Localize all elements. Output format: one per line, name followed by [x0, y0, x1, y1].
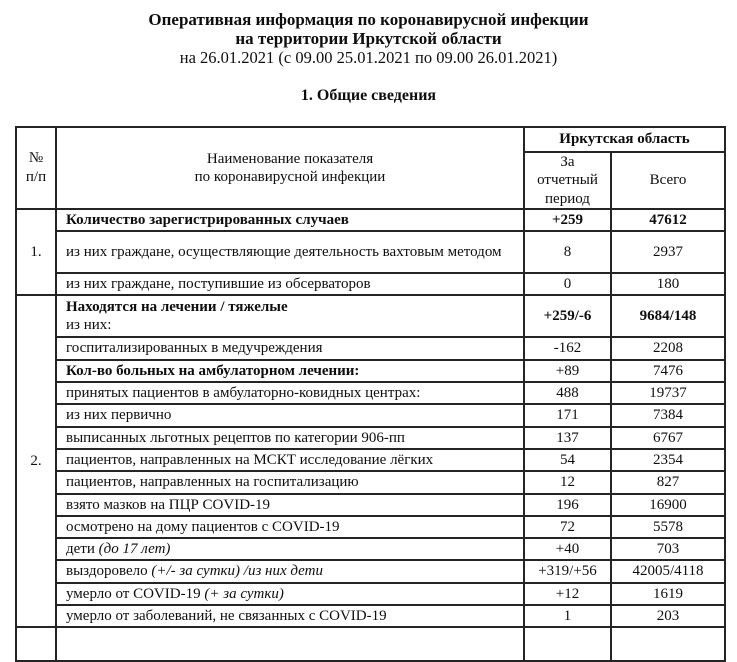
period-value: 12: [524, 471, 611, 493]
period-value: 1: [524, 605, 611, 627]
row-label: осмотрено на дому пациентов с COVID-19: [66, 518, 340, 535]
title-line-1: Оперативная информация по коронавирусной инфекции: [148, 10, 589, 29]
covid-stats-table: [15, 126, 726, 662]
header-period: За отчетный период: [524, 152, 611, 209]
row-label: госпитализированных в медучреждения: [66, 340, 323, 357]
table-row: [16, 471, 725, 493]
table-row: [16, 273, 725, 295]
row-number: 1.: [16, 209, 56, 296]
row-label: пациентов, направленных на МСКТ исследование лёгких: [66, 451, 434, 468]
total-value: 6767: [611, 427, 725, 449]
table-row: [16, 337, 725, 359]
row-number: 2.: [16, 295, 56, 627]
row-label: принятых пациентов в амбулаторно-ковидных центрах:: [66, 385, 421, 402]
table-row: [16, 560, 725, 582]
table-row: [16, 427, 725, 449]
period-value: +40: [524, 538, 611, 560]
total-value: 703: [611, 538, 725, 560]
document-title: [0, 0, 737, 68]
period-value: 137: [524, 427, 611, 449]
total-value: 827: [611, 471, 725, 493]
partial-row: [16, 627, 725, 661]
total-value: 2208: [611, 337, 725, 359]
period-value: 171: [524, 404, 611, 426]
total-value: 7384: [611, 404, 725, 426]
row-label: умерло от заболеваний, не связанных с COVID-19: [66, 608, 387, 625]
total-value: 42005/4118: [611, 560, 725, 582]
period-value: 0: [524, 273, 611, 295]
total-value: 203: [611, 605, 725, 627]
header-region: Иркутская область: [524, 127, 725, 152]
total-value: 2354: [611, 449, 725, 471]
total-value: 16900: [611, 494, 725, 516]
period-value: +12: [524, 583, 611, 605]
row-label: Находятся на лечении / тяжелые: [66, 299, 288, 316]
total-value: 180: [611, 273, 725, 295]
total-value: 5578: [611, 516, 725, 538]
period-value: 72: [524, 516, 611, 538]
row-label: дети: [66, 541, 99, 558]
total-value: 1619: [611, 583, 725, 605]
row-label: умерло от COVID-19: [66, 585, 205, 602]
period-value: -162: [524, 337, 611, 359]
row-label: выписанных льготных рецептов по категории 906-пп: [66, 429, 405, 446]
table-row: [16, 605, 725, 627]
row-label: из них первично: [66, 407, 172, 424]
period-value: +259/-6: [524, 295, 611, 337]
table-row: [16, 231, 725, 273]
table-row: [16, 360, 725, 382]
period-value: 54: [524, 449, 611, 471]
period-value: 488: [524, 382, 611, 404]
total-value: 19737: [611, 382, 725, 404]
table-row: [16, 382, 725, 404]
period-value: +259: [524, 209, 611, 231]
header-num: № п/п: [16, 127, 56, 209]
row-label: Кол-во больных на амбулаторном лечении:: [66, 362, 360, 379]
table-row: [16, 295, 725, 337]
table-row: [16, 494, 725, 516]
table-row: [16, 404, 725, 426]
row-label: пациентов, направленных на госпитализацию: [66, 474, 359, 491]
period-value: +89: [524, 360, 611, 382]
row-label: из них граждане, поступившие из обсерваторов: [66, 276, 371, 293]
row-label-italic: (+/- за сутки) /из них дети: [151, 563, 323, 580]
row-label: выздоровело: [66, 563, 152, 580]
total-value: 2937: [611, 231, 725, 273]
total-value: 47612: [611, 209, 725, 231]
header-total: Всего: [611, 152, 725, 209]
title-line-2: на территории Иркутской области: [235, 29, 502, 48]
period-value: +319/+56: [524, 560, 611, 582]
total-value: 7476: [611, 360, 725, 382]
table-row: [16, 449, 725, 471]
row-label-italic: (до 17 лет): [98, 541, 171, 558]
total-value: 9684/148: [611, 295, 725, 337]
title-date-range: на 26.01.2021 (с 09.00 25.01.2021 по 09.00 26.01.2021): [179, 48, 558, 67]
table-row: [16, 583, 725, 605]
row-label-italic: (+ за сутки): [204, 585, 284, 602]
table-row: [16, 538, 725, 560]
table-row: [16, 209, 725, 231]
row-label: Количество зарегистрированных случаев: [66, 211, 349, 228]
header-indicator: Наименование показателя по коронавирусной инфекции: [56, 127, 524, 209]
table-header: [16, 127, 725, 209]
period-value: 196: [524, 494, 611, 516]
section-heading: 1. Общие сведения: [300, 87, 437, 104]
table-row: [16, 516, 725, 538]
period-value: 8: [524, 231, 611, 273]
row-label: из них граждане, осуществляющие деятельность вахтовым методом: [66, 244, 502, 261]
row-label: взято мазков на ПЦР COVID-19: [66, 496, 271, 513]
row-label-line2: из них:: [66, 317, 112, 334]
